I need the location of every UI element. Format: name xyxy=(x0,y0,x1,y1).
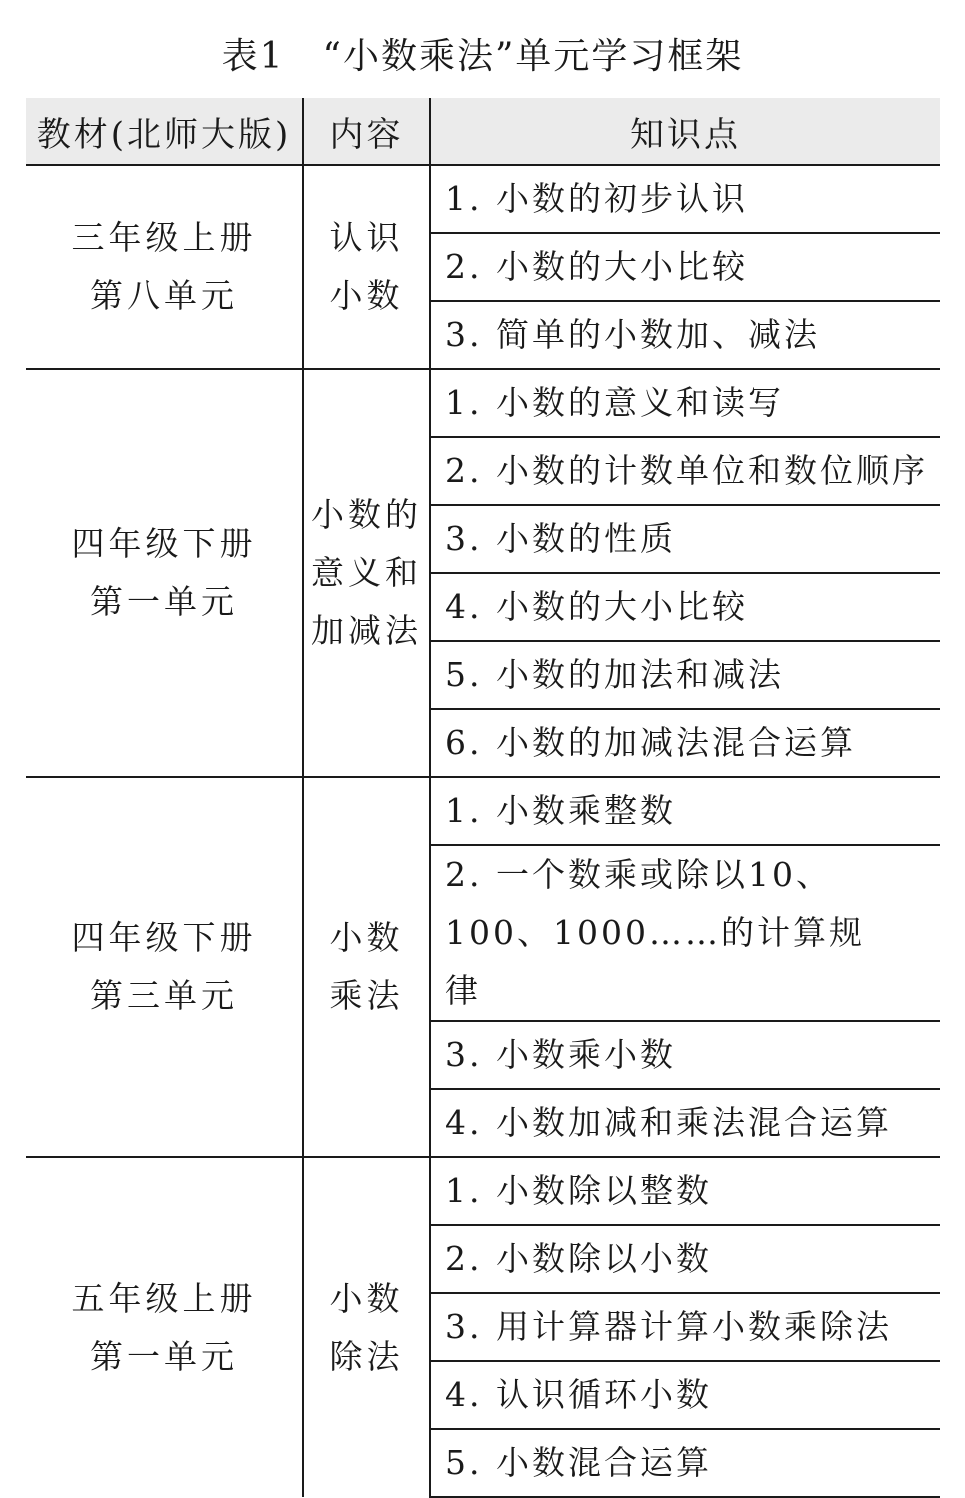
table-row xyxy=(26,165,940,233)
knowledge-point: 3. 简单的小数加、减法 xyxy=(430,301,940,369)
textbook-cell: 三年级上册 第八单元 xyxy=(26,165,303,369)
knowledge-point: 5. 小数的加法和减法 xyxy=(430,641,940,709)
header-textbook: 教材(北师大版) xyxy=(26,98,303,165)
textbook-cell: 四年级下册 第三单元 xyxy=(26,777,303,1157)
knowledge-point: 4. 小数加减和乘法混合运算 xyxy=(430,1089,940,1157)
knowledge-point: 5. 小数混合运算 xyxy=(430,1429,940,1497)
content-cell: 认识 小数 xyxy=(303,165,430,369)
table-row xyxy=(26,777,940,845)
knowledge-point: 3. 小数乘小数 xyxy=(430,1021,940,1089)
knowledge-point: 2. 小数的大小比较 xyxy=(430,233,940,301)
knowledge-point: 3. 小数的性质 xyxy=(430,505,940,573)
header-row xyxy=(26,98,940,165)
knowledge-point: 2. 一个数乘或除以10、100、1000……的计算规律 xyxy=(430,845,940,1021)
table-row xyxy=(26,369,940,437)
textbook-cell: 五年级上册 第一单元 xyxy=(26,1157,303,1497)
knowledge-point: 1. 小数除以整数 xyxy=(430,1157,940,1225)
table-row xyxy=(26,1157,940,1225)
knowledge-point: 1. 小数乘整数 xyxy=(430,777,940,845)
knowledge-point: 2. 小数的计数单位和数位顺序 xyxy=(430,437,940,505)
knowledge-point: 1. 小数的初步认识 xyxy=(430,165,940,233)
knowledge-point: 1. 小数的意义和读写 xyxy=(430,369,940,437)
knowledge-point: 2. 小数除以小数 xyxy=(430,1225,940,1293)
header-knowledge-points: 知识点 xyxy=(430,98,940,165)
content-cell: 小数的 意义和 加减法 xyxy=(303,369,430,777)
knowledge-point: 3. 用计算器计算小数乘除法 xyxy=(430,1293,940,1361)
textbook-cell: 四年级下册 第一单元 xyxy=(26,369,303,777)
content-cell: 小数 除法 xyxy=(303,1157,430,1497)
content-cell: 小数 乘法 xyxy=(303,777,430,1157)
knowledge-point: 6. 小数的加减法混合运算 xyxy=(430,709,940,777)
unit-framework-table xyxy=(26,98,940,1498)
knowledge-point: 4. 小数的大小比较 xyxy=(430,573,940,641)
knowledge-point: 4. 认识循环小数 xyxy=(430,1361,940,1429)
header-content: 内容 xyxy=(303,98,430,165)
table-caption: 表1 “小数乘法”单元学习框架 xyxy=(221,36,744,77)
